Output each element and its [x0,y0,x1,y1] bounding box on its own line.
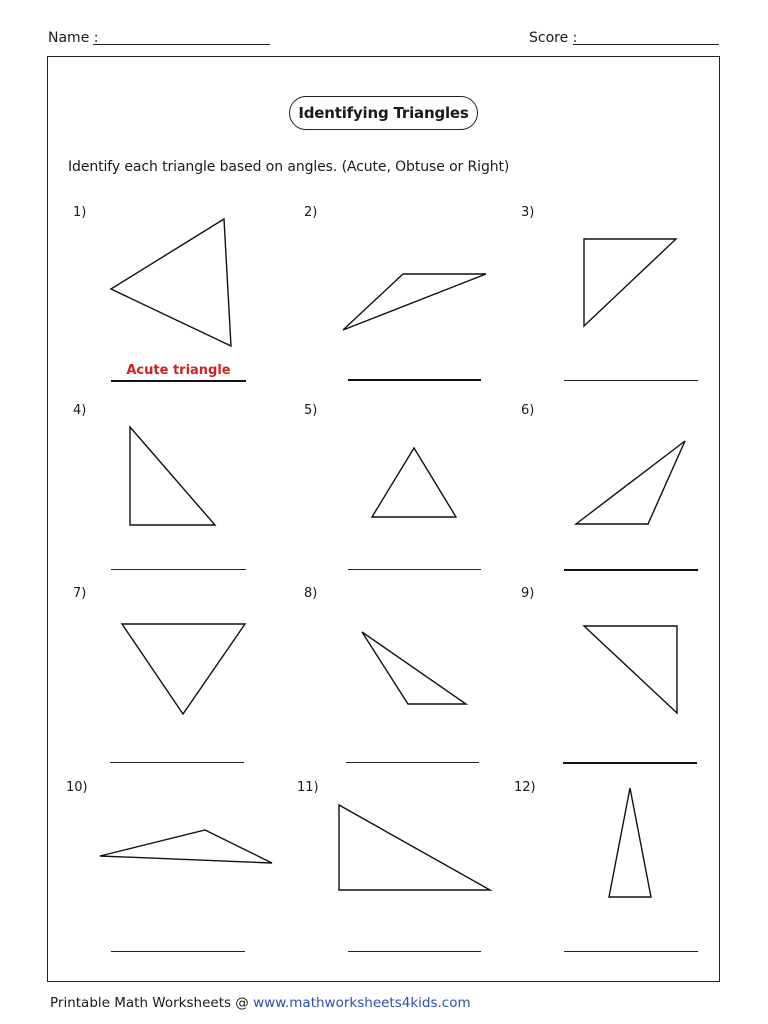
triangle-6 [576,441,685,524]
triangle-4 [130,427,215,525]
problem-number-1: 1) [73,205,87,220]
triangle-7 [122,624,245,714]
problem-number-12: 12) [514,780,536,795]
answer-line-10[interactable] [111,951,245,952]
instructions: Identify each triangle based on angles. (Acute, Obtuse or Right) [68,159,510,175]
problem-number-4: 4) [73,403,87,418]
triangle-11 [339,805,490,890]
name-label: Name : [48,30,99,46]
answer-line-7[interactable] [110,762,244,763]
triangle-12 [609,788,651,897]
footer-link[interactable]: www.mathworksheets4kids.com [253,995,471,1011]
answer-line-8[interactable] [346,762,479,763]
problem-number-5: 5) [304,403,318,418]
triangle-10 [100,830,272,863]
score-label: Score : [529,30,578,46]
problem-number-8: 8) [304,586,318,601]
problem-number-2: 2) [304,205,318,220]
answer-line-1[interactable] [111,380,246,382]
triangle-2 [343,274,486,330]
answer-line-3[interactable] [564,380,698,381]
triangle-5 [372,448,456,517]
footer [50,995,471,1011]
footer-prefix: Printable Math Worksheets @ [50,995,254,1011]
answer-line-12[interactable] [564,951,698,952]
answer-line-9[interactable] [563,762,697,764]
answer-line-6[interactable] [564,569,698,571]
triangle-1 [111,219,231,346]
problem-number-9: 9) [521,586,535,601]
answer-line-5[interactable] [348,569,481,570]
answer-line-2[interactable] [348,379,481,381]
triangle-3 [584,239,676,326]
answer-text-1: Acute triangle [126,363,231,378]
problem-number-3: 3) [521,205,535,220]
triangle-8 [362,632,466,704]
problem-number-10: 10) [66,780,88,795]
answer-line-11[interactable] [348,951,481,952]
answer-line-4[interactable] [111,569,246,570]
worksheet-title-text: Identifying Triangles [298,104,469,122]
problem-number-6: 6) [521,403,535,418]
triangle-9 [584,626,677,713]
problem-number-11: 11) [297,780,319,795]
problem-number-7: 7) [73,586,87,601]
